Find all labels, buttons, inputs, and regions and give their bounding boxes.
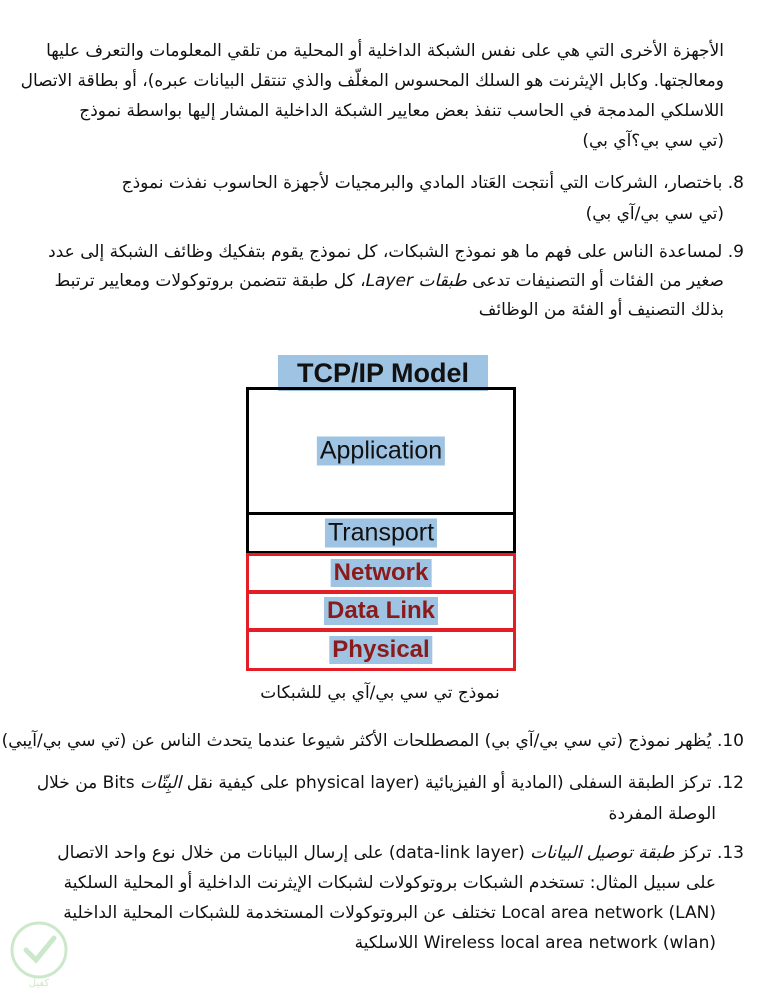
layer-application bbox=[246, 387, 516, 515]
text-span: (data-link layer) على إرسال البيانات من خلال نوع واحد الاتصال bbox=[57, 843, 525, 863]
text-line: باختصار، الشركات التي أنتجت العَتاد المادي والبرمجيات لأجهزة الحاسوب نفذت نموذج bbox=[121, 173, 723, 193]
item-number: 9. bbox=[727, 242, 744, 262]
text-line: Local area network (LAN) تختلف عن البروتوكولات المستخدمة للشبكات المحلية الداخلية bbox=[63, 903, 716, 923]
layer-label: Data Link bbox=[324, 597, 438, 625]
item-13 bbox=[40, 838, 744, 958]
layer-physical bbox=[246, 629, 516, 671]
text-line: Wireless local area network (wlan) اللاسلكية bbox=[354, 933, 716, 953]
diagram-title: TCP/IP Model bbox=[278, 355, 488, 391]
text-line: بذلك التصنيف أو الفئة من الوظائف bbox=[478, 300, 724, 320]
text-span: ، كل طبقة تتضمن بروتوكولات ومعايير ترتبط bbox=[54, 271, 366, 291]
diagram-caption: نموذج تي سي بي/آي بي للشبكات bbox=[260, 683, 500, 703]
text-span: تركز bbox=[679, 843, 712, 863]
italic-term: طبقات Layer bbox=[365, 271, 467, 291]
item-8 bbox=[40, 168, 744, 230]
text-line: اللاسلكي المدمجة في الحاسب تنفذ بعض معايير الشبكة الداخلية المشار إليها بواسطة نموذج bbox=[79, 101, 724, 121]
layer-label: Transport bbox=[325, 519, 437, 548]
text-line: الوصلة المفردة bbox=[608, 804, 716, 824]
item-number: 12. bbox=[716, 773, 744, 793]
text-line: يُظهر نموذج (تي سي بي/آي بي) المصطلحات الأكثر شيوعا عندما يتحدث الناس عن (تي سي بي/آيبي) bbox=[1, 731, 712, 751]
layer-transport bbox=[246, 512, 516, 554]
text-line: لمساعدة الناس على فهم ما هو نموذج الشبكات، كل نموذج يقوم بتفكيك وظائف الشبكة إلى عدد bbox=[48, 242, 723, 262]
text-line: على سبيل المثال: تستخدم الشبكات بروتوكولات لشبكات الإيثرنت الداخلية أو المحلية السلكية bbox=[63, 873, 716, 893]
item-number: 10. bbox=[716, 731, 744, 751]
text-line: (تي سي بي؟آي بي) bbox=[582, 131, 724, 151]
tcp-ip-model-diagram bbox=[246, 352, 518, 672]
text-span: Bits من خلال bbox=[36, 773, 135, 793]
text-span: تركز الطبقة السفلى (المادية أو الفيزيائية (physical layer على كيفية نقل bbox=[186, 773, 712, 793]
item-number: 13. bbox=[716, 843, 744, 863]
layer-label: Network bbox=[331, 559, 432, 587]
intro-paragraph bbox=[20, 36, 724, 156]
text-line: ومعالجتها. وكابل الإيثرنت هو السلك المحسوس المغلّف والذي تنتقل البيانات عبره)، أو بطاقة الاتصال bbox=[20, 71, 724, 91]
text-line: (تي سي بي/آي بي) bbox=[585, 204, 724, 224]
item-9 bbox=[40, 238, 744, 325]
layer-data-link bbox=[246, 591, 516, 631]
item-12 bbox=[36, 768, 744, 830]
italic-term: طبقة توصيل البيانات bbox=[530, 843, 675, 863]
layer-network bbox=[246, 553, 516, 593]
text-line: الأجهزة الأخرى التي هي على نفس الشبكة الداخلية أو المحلية من تلقي المعلومات والتعرف عليها bbox=[46, 41, 724, 61]
svg-text:كفيل: كفيل bbox=[28, 978, 50, 989]
layer-label: Physical bbox=[329, 636, 432, 664]
shield-check-logo-icon bbox=[6, 920, 72, 990]
item-10 bbox=[1, 726, 744, 757]
italic-term: البِتّات bbox=[140, 773, 182, 793]
item-number: 8. bbox=[727, 173, 744, 193]
text-span: صغير من الفئات أو التصنيفات تدعى bbox=[472, 271, 724, 291]
layer-label: Application bbox=[317, 437, 445, 466]
